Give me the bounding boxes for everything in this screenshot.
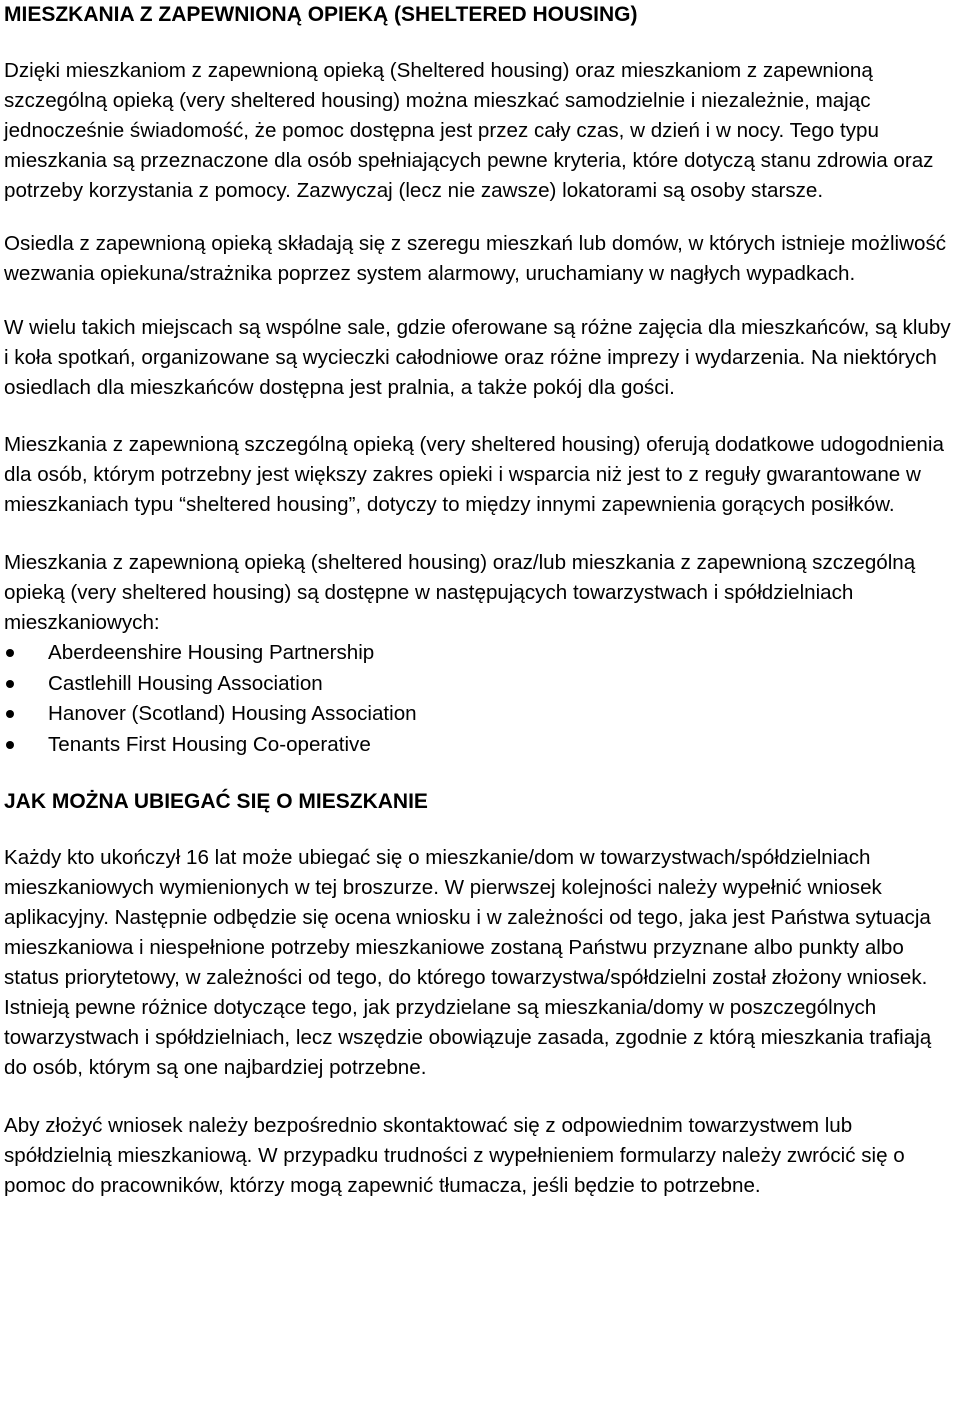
association-name: Aberdeenshire Housing Partnership <box>48 641 375 664</box>
bullet-icon <box>6 680 14 688</box>
list-item <box>4 669 956 700</box>
list-item <box>4 638 956 669</box>
bullet-icon <box>6 741 14 749</box>
section-heading-sheltered-housing: MIESZKANIA Z ZAPEWNIONĄ OPIEKĄ (SHELTERED HOUSING) <box>4 3 638 26</box>
paragraph-available-in: Mieszkania z zapewnioną opieką (sheltered housing) oraz/lub mieszkania z zapewnioną szczególną opieką (very sheltered housing) są dostępne w następujących towarzystwach i spółdzielniach mieszkaniowych: <box>4 551 916 634</box>
bullet-icon <box>6 649 14 657</box>
paragraph-very-sheltered: Mieszkania z zapewnioną szczególną opieką (very sheltered housing) oferują dodatkowe udogodnienia dla osób, którym potrzebny jest większy zakres opieki i wsparcia niż jest to z reguły gwarantowane w mieszkaniach typu “sheltered housing”, dotyczy to między innymi zapewnienia gorących posiłków. <box>4 433 944 516</box>
paragraph-common-rooms: W wielu takich miejscach są wspólne sale, gdzie oferowane są różne zajęcia dla mieszkańców, są kluby i koła spotkań, organizowane są wycieczki całodniowe oraz różne imprezy i wydarzenia. Na niektórych osiedlach dla mieszkańców dostępna jest pralnia, a także pokój dla gości. <box>4 316 951 399</box>
list-item <box>4 699 956 730</box>
association-name: Tenants First Housing Co-operative <box>48 732 371 756</box>
paragraph-alarm-system: Osiedla z zapewnioną opieką składają się z szeregu mieszkań lub domów, w których istnieje możliwość wezwania opiekuna/strażnika poprzez system alarmowy, uruchamiany w nagłych wypadkach. <box>4 232 947 285</box>
association-name: Hanover (Scotland) Housing Association <box>48 702 417 725</box>
paragraph-intro: Dzięki mieszkaniom z zapewnioną opieką (Sheltered housing) oraz mieszkaniom z zapewnioną szczególną opieką (very sheltered housing) można mieszkać samodzielnie i niezależnie, mając jednocześnie świadomość, że pomoc dostępna jest przez cały czas, w dzień i w nocy. Tego typu mieszkania są przeznaczone dla osób spełniających pewne kryteria, które dotyczą stanu zdrowia oraz potrzeby korzystania z pomocy. Zazwyczaj (lecz nie zawsze) lokatorami są osoby starsze. <box>4 59 934 202</box>
list-item <box>4 730 956 761</box>
association-name: Castlehill Housing Association <box>48 671 323 695</box>
paragraph-contact: Aby złożyć wniosek należy bezpośrednio skontaktować się z odpowiednim towarzystwem lub spółdzielnią mieszkaniową. W przypadku trudności z wypełnieniem formularzy należy zwrócić się o pomoc do pracowników, którzy mogą zapewnić tłumacza, jeśli będzie to potrzebne. <box>4 1114 905 1197</box>
bullet-icon <box>6 710 14 718</box>
housing-associations-list <box>4 638 956 760</box>
section-heading-how-to-apply: JAK MOŻNA UBIEGAĆ SIĘ O MIESZKANIE <box>4 790 428 813</box>
paragraph-eligibility: Każdy kto ukończył 16 lat może ubiegać się o mieszkanie/dom w towarzystwach/spółdzielniach mieszkaniowych wymienionych w tej broszurze. W pierwszej kolejności należy wypełnić wniosek aplikacyjny. Następnie odbędzie się ocena wniosku i w zależności od tego, jaka jest Państwa sytuacja mieszkaniowa i niespełnione potrzeby mieszkaniowe zostaną Państwu przyznane albo punkty albo status priorytetowy, w zależności od tego, do którego towarzystwa/spółdzielni został złożony wniosek. Istnieją pewne różnice dotyczące tego, jak przydzielane są mieszkania/domy w poszczególnych towarzystwach i spółdzielniach, lecz wszędzie obowiązuje zasada, zgodnie z którą mieszkania trafiają do osób, którym są one najbardziej potrzebne. <box>4 846 932 1079</box>
